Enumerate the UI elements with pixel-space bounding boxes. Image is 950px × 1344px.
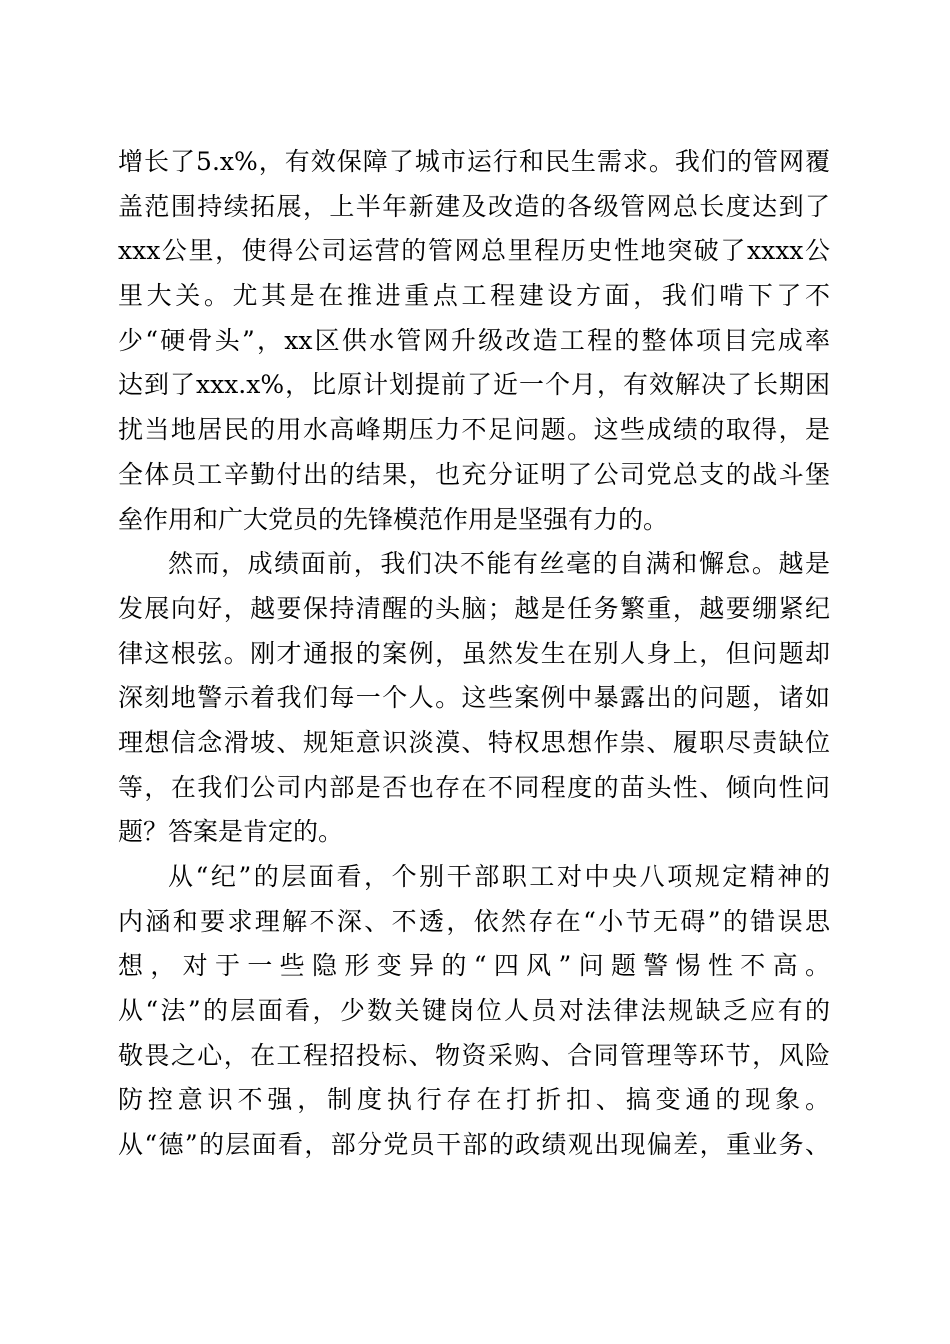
text-line: 从“法”的层面看，少数关键岗位人员对法律法规缺乏应有的 [118,996,830,1026]
text-line: 增长了5.x%，有效保障了城市运行和民生需求。我们的管网覆 [118,147,830,176]
text-line: 律这根弦。刚才通报的案例，虽然发生在别人身上，但问题却 [118,638,830,668]
text-line: 达到了xxx.x%，比原计划提前了近一个月，有效解决了长期困 [118,370,830,400]
text-line: xxx公里，使得公司运营的管网总里程历史性地突破了xxxx公 [118,236,830,266]
text-line: 从“德”的层面看，部分党员干部的政绩观出现偏差，重业务、 [118,1130,830,1160]
text-line: 少“硬骨头”，xx区供水管网升级改造工程的整体项目完成率 [118,325,830,355]
text-line: 垒作用和广大党员的先锋模范作用是坚强有力的。 [118,504,669,534]
text-line: 深刻地警示着我们每一个人。这些案例中暴露出的问题，诸如 [118,683,830,713]
paragraph-first-line: 从“纪”的层面看，个别干部职工对中央八项规定精神的 [168,862,830,891]
paragraph-first-line: 然而，成绩面前，我们决不能有丝毫的自满和懈怠。越是 [168,549,830,579]
text-line: 里大关。尤其是在推进重点工程建设方面，我们啃下了不 [118,281,830,311]
text-line: 全体员工辛勤付出的结果，也充分证明了公司党总支的战斗堡 [118,459,830,489]
text-line: 等，在我们公司内部是否也存在不同程度的苗头性、倾向性问 [118,772,830,802]
text-line: 题？答案是肯定的。 [118,817,344,847]
body-text [118,140,830,1168]
text-line: 理想信念滑坡、规矩意识淡漠、特权思想作祟、履职尽责缺位 [118,727,830,757]
text-line: 发展向好，越要保持清醒的头脑；越是任务繁重，越要绷紧纪 [118,593,830,623]
text-line: 盖范围持续拓展，上半年新建及改造的各级管网总长度达到了 [118,191,830,221]
text-line: 防控意识不强，制度执行存在打折扣、搞变通的现象。 [118,1085,830,1115]
text-line: 内涵和要求理解不深、不透，依然存在“小节无碍”的错误思 [118,906,830,936]
text-line: 扰当地居民的用水高峰期压力不足问题。这些成绩的取得，是 [118,415,830,445]
text-line: 想，对于一些隐形变异的“四风”问题警惕性不高。 [118,951,830,981]
text-line: 敬畏之心，在工程招投标、物资采购、合同管理等环节，风险 [118,1040,830,1070]
